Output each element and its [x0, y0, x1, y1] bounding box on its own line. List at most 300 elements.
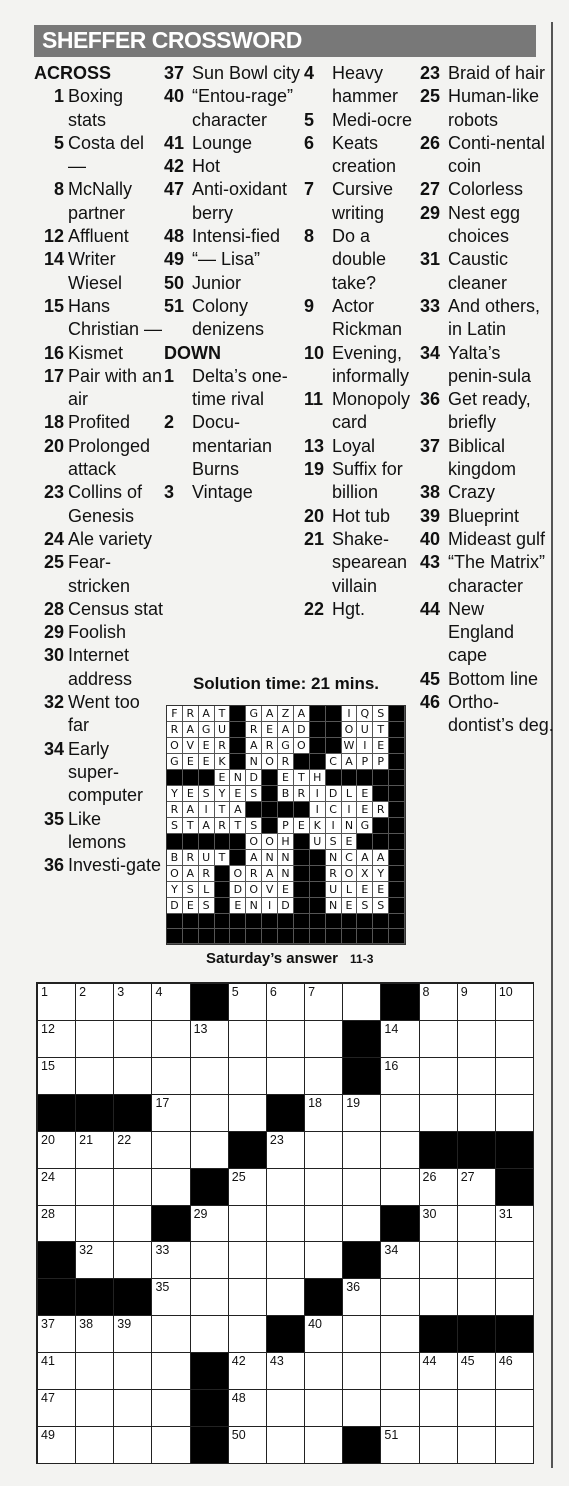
grid-cell[interactable]: [458, 1095, 496, 1132]
clue-text: Shake-spearean villain: [332, 528, 408, 596]
solution-cell: [262, 914, 278, 929]
black-square: [191, 1427, 229, 1464]
grid-cell[interactable]: [38, 1169, 76, 1206]
cell-number: 15: [41, 1058, 55, 1073]
grid-cell[interactable]: [152, 1242, 190, 1279]
grid-cell[interactable]: [305, 1169, 343, 1206]
grid-cell[interactable]: [114, 1021, 152, 1058]
clue-number: 23: [43, 482, 64, 503]
grid-cell[interactable]: [420, 1021, 458, 1058]
grid-cell[interactable]: [381, 1316, 419, 1353]
grid-cell[interactable]: [420, 1427, 458, 1464]
across-clue-1: [34, 85, 164, 132]
solution-cell: [389, 706, 405, 722]
clue-text: Human-like robots: [448, 86, 540, 130]
clue-text: Caustic cleaner: [448, 249, 509, 293]
grid-cell[interactable]: [38, 1206, 76, 1243]
solution-cell: D: [294, 722, 310, 738]
clue-number: 50: [164, 272, 185, 293]
grid-cell[interactable]: [458, 1390, 496, 1427]
grid-cell[interactable]: [267, 1169, 305, 1206]
cell-number: 49: [41, 1428, 55, 1443]
grid-cell[interactable]: [229, 1316, 267, 1353]
grid-cell[interactable]: [229, 1058, 267, 1095]
clue-text: Like lemons: [68, 808, 127, 852]
solution-cell: [199, 914, 215, 929]
grid-cell[interactable]: [343, 1279, 381, 1316]
grid-cell[interactable]: [343, 1353, 381, 1390]
grid-cell[interactable]: [76, 1058, 114, 1095]
solution-cell: P: [373, 754, 389, 770]
clue-number: 28: [43, 598, 64, 619]
solution-cell: [326, 914, 342, 929]
clue-text: Intensi-fied: [192, 226, 281, 247]
grid-cell[interactable]: [381, 1279, 419, 1316]
grid-cell[interactable]: [420, 1169, 458, 1206]
solution-cell: [310, 706, 326, 722]
grid-cell[interactable]: [152, 984, 190, 1021]
solution-cell: K: [310, 818, 326, 834]
black-square: [496, 1316, 534, 1353]
cell-number: 25: [231, 1169, 246, 1184]
solution-cell: [294, 754, 310, 770]
solution-cell: E: [199, 754, 215, 770]
clue-text: Colorless: [448, 179, 524, 200]
grid-cell[interactable]: [152, 1058, 190, 1095]
across-clue-48: [164, 225, 304, 248]
solution-cell: S: [373, 898, 389, 914]
black-square: [458, 1316, 496, 1353]
cell-number: 37: [41, 1317, 55, 1332]
clue-column-3: [304, 62, 422, 621]
grid-cell[interactable]: [420, 1242, 458, 1279]
solution-cell: S: [246, 786, 262, 802]
solution-cell: N: [342, 818, 358, 834]
solution-cell: [342, 929, 358, 944]
grid-cell[interactable]: [458, 1058, 496, 1095]
grid-cell[interactable]: [343, 1095, 381, 1132]
solution-cell: [230, 738, 246, 754]
grid-cell[interactable]: [191, 1279, 229, 1316]
solution-cell: I: [199, 802, 215, 818]
cell-number: 21: [79, 1132, 94, 1147]
solution-cell: [183, 834, 199, 850]
cell-number: 51: [384, 1428, 399, 1443]
down-clue-45: [420, 668, 555, 691]
grid-cell[interactable]: [305, 1390, 343, 1427]
solution-caption-text: Saturday’s answer: [206, 950, 339, 967]
clue-number: 15: [43, 295, 64, 316]
grid-cell[interactable]: [496, 1427, 534, 1464]
grid-cell[interactable]: [267, 1242, 305, 1279]
grid-cell[interactable]: [305, 1021, 343, 1058]
solution-cell: [310, 738, 326, 754]
grid-cell[interactable]: [496, 1390, 534, 1427]
down-clue-3: [164, 481, 304, 504]
solution-cell: N: [230, 770, 246, 786]
grid-cell[interactable]: [152, 1169, 190, 1206]
grid-cell[interactable]: [152, 1390, 190, 1427]
grid-cell[interactable]: [114, 1242, 152, 1279]
solution-cell: [294, 850, 310, 866]
solution-cell: E: [262, 722, 278, 738]
grid-cell[interactable]: [76, 1427, 114, 1464]
grid-cell[interactable]: [191, 1021, 229, 1058]
clue-number: 39: [420, 505, 441, 526]
solution-cell: [326, 722, 342, 738]
grid-cell[interactable]: [38, 1316, 76, 1353]
grid-cell[interactable]: [420, 984, 458, 1021]
cell-number: 3: [117, 985, 125, 999]
down-clue-37: [420, 435, 555, 482]
grid-cell[interactable]: [152, 1427, 190, 1464]
black-square: [343, 1242, 381, 1279]
grid-cell[interactable]: [114, 1169, 152, 1206]
clue-number: 20: [43, 435, 64, 456]
clue-text: Monopoly card: [332, 389, 411, 433]
grid-cell[interactable]: [343, 1390, 381, 1427]
cell-number: 19: [346, 1095, 361, 1110]
grid-cell[interactable]: [229, 1095, 267, 1132]
clue-text: Ale variety: [68, 528, 153, 549]
solution-cell: N: [278, 866, 294, 882]
solution-cell: N: [326, 898, 342, 914]
grid-cell[interactable]: [38, 1021, 76, 1058]
solution-cell: [215, 834, 231, 850]
grid-cell[interactable]: [458, 1169, 496, 1206]
grid-cell[interactable]: [267, 1206, 305, 1243]
grid-cell[interactable]: [381, 1242, 419, 1279]
grid-cell[interactable]: [458, 984, 496, 1021]
grid-cell[interactable]: [305, 1206, 343, 1243]
grid-cell[interactable]: [381, 1427, 419, 1464]
clue-number: 31: [420, 249, 441, 270]
grid-cell[interactable]: [305, 1095, 343, 1132]
clue-column-1: [34, 62, 164, 877]
clue-number: 25: [43, 552, 64, 573]
clue-number: 43: [420, 552, 441, 573]
grid-cell[interactable]: [496, 1279, 534, 1316]
solution-cell: [215, 929, 231, 944]
grid-cell[interactable]: [458, 1427, 496, 1464]
grid-cell[interactable]: [114, 1316, 152, 1353]
grid-cell[interactable]: [229, 1021, 267, 1058]
grid-cell[interactable]: [267, 984, 305, 1021]
grid-cell[interactable]: [420, 1206, 458, 1243]
grid-cell[interactable]: [38, 984, 76, 1021]
grid-cell[interactable]: [191, 1132, 229, 1169]
solution-cell: R: [199, 866, 215, 882]
grid-cell[interactable]: [114, 984, 152, 1021]
grid-cell[interactable]: [458, 1353, 496, 1390]
grid-cell[interactable]: [267, 1427, 305, 1464]
grid-cell[interactable]: [381, 1353, 419, 1390]
grid-cell[interactable]: [229, 1206, 267, 1243]
grid-cell[interactable]: [496, 984, 534, 1021]
solution-cell: A: [294, 706, 310, 722]
grid-cell[interactable]: [305, 1427, 343, 1464]
cell-number: 46: [498, 1354, 513, 1369]
grid-cell[interactable]: [496, 1206, 534, 1243]
grid-cell[interactable]: [229, 1353, 267, 1390]
grid-cell[interactable]: [114, 1353, 152, 1390]
solution-cell: T: [294, 770, 310, 786]
cell-number: 41: [41, 1354, 55, 1369]
down-clue-33: [420, 295, 555, 342]
solution-cell: I: [326, 818, 342, 834]
clue-text: New England cape: [448, 598, 515, 666]
clue-number: 26: [420, 132, 441, 153]
clue-text: Hans Christian —: [68, 295, 163, 340]
cell-number: 38: [79, 1317, 94, 1332]
solution-cell: [342, 914, 358, 929]
clue-text: Evening, informally: [332, 342, 410, 386]
grid-cell[interactable]: [191, 1206, 229, 1243]
clue-text: Get ready, briefly: [448, 389, 531, 433]
cell-number: 20: [41, 1132, 55, 1147]
black-square: [496, 1169, 534, 1206]
black-square: [38, 1095, 76, 1132]
grid-cell[interactable]: [267, 1390, 305, 1427]
grid-cell[interactable]: [305, 1242, 343, 1279]
grid-cell[interactable]: [381, 1095, 419, 1132]
grid-cell[interactable]: [191, 1316, 229, 1353]
solution-cell: [167, 914, 183, 929]
grid-cell[interactable]: [76, 1206, 114, 1243]
black-square: [229, 1132, 267, 1169]
grid-cell[interactable]: [343, 1169, 381, 1206]
grid-cell[interactable]: [267, 1279, 305, 1316]
grid-cell[interactable]: [38, 1390, 76, 1427]
grid-cell[interactable]: [152, 1316, 190, 1353]
across-clue-29: [34, 621, 164, 644]
across-clue-37: [164, 62, 304, 85]
grid-cell[interactable]: [458, 1242, 496, 1279]
across-clue-24: [34, 528, 164, 551]
grid-cell[interactable]: [381, 1390, 419, 1427]
grid-cell[interactable]: [458, 1206, 496, 1243]
grid-cell[interactable]: [496, 1353, 534, 1390]
grid-cell[interactable]: [38, 1353, 76, 1390]
grid-cell[interactable]: [152, 1279, 190, 1316]
solution-cell: [278, 802, 294, 818]
down-clue-2: [164, 411, 304, 481]
clue-number: 7: [304, 179, 315, 200]
across-clue-28: [34, 598, 164, 621]
grid-cell[interactable]: [114, 1058, 152, 1095]
grid-cell[interactable]: [76, 1390, 114, 1427]
grid-cell[interactable]: [267, 1353, 305, 1390]
grid-cell[interactable]: [381, 1021, 419, 1058]
puzzle-title: SHEFFER CROSSWORD: [42, 27, 302, 53]
grid-cell[interactable]: [229, 1390, 267, 1427]
cell-number: 4: [155, 985, 163, 999]
grid-cell[interactable]: [152, 1132, 190, 1169]
solution-cell: R: [278, 754, 294, 770]
grid-cell[interactable]: [305, 984, 343, 1021]
grid-cell[interactable]: [38, 1132, 76, 1169]
grid-cell[interactable]: [114, 1206, 152, 1243]
grid-cell[interactable]: [343, 1206, 381, 1243]
clue-number: 10: [304, 342, 325, 363]
solution-cell: A: [199, 818, 215, 834]
clue-text: Costa del —: [68, 132, 145, 177]
grid-cell[interactable]: [76, 1316, 114, 1353]
clue-column-2: [164, 62, 304, 505]
grid-cell[interactable]: [191, 1242, 229, 1279]
solution-cell: [215, 898, 231, 914]
grid-cell[interactable]: [458, 1279, 496, 1316]
clue-text: Hot: [192, 156, 221, 177]
grid-cell[interactable]: [420, 1279, 458, 1316]
grid-cell[interactable]: [420, 1390, 458, 1427]
clue-text: Kismet: [68, 342, 124, 363]
grid-cell[interactable]: [114, 1427, 152, 1464]
clue-number: 3: [164, 482, 175, 503]
grid-cell[interactable]: [343, 1132, 381, 1169]
solution-cell: [310, 882, 326, 898]
clue-text: Delta’s one-time rival: [192, 365, 288, 410]
grid-cell[interactable]: [76, 1132, 114, 1169]
solution-cell: N: [278, 850, 294, 866]
solution-cell: W: [342, 738, 358, 754]
grid-cell[interactable]: [114, 1132, 152, 1169]
cell-number: 31: [498, 1206, 513, 1221]
down-clue-39: [420, 505, 555, 528]
solution-cell: S: [199, 786, 215, 802]
cell-number: 39: [117, 1317, 132, 1332]
grid-cell[interactable]: [152, 1353, 190, 1390]
down-clue-44: [420, 598, 555, 668]
solution-cell: A: [342, 754, 358, 770]
clue-text: Bottom line: [448, 668, 539, 689]
grid-cell[interactable]: [229, 1427, 267, 1464]
solution-cell: H: [310, 770, 326, 786]
solution-cell: R: [183, 850, 199, 866]
grid-cell[interactable]: [76, 984, 114, 1021]
grid-cell[interactable]: [420, 1058, 458, 1095]
grid-cell[interactable]: [191, 1095, 229, 1132]
grid-cell[interactable]: [229, 984, 267, 1021]
grid-cell[interactable]: [191, 1058, 229, 1095]
solution-cell: [357, 929, 373, 944]
down-clue-5: [304, 109, 422, 132]
across-clue-17: [34, 365, 164, 412]
solution-cell: B: [167, 850, 183, 866]
grid-cell[interactable]: [343, 1316, 381, 1353]
grid-cell[interactable]: [267, 1058, 305, 1095]
down-clue-7: [304, 178, 422, 225]
clue-number: 17: [43, 365, 64, 386]
grid-cell[interactable]: [152, 1021, 190, 1058]
grid-cell[interactable]: [496, 1058, 534, 1095]
puzzle-grid[interactable]: [36, 982, 534, 1464]
grid-cell[interactable]: [152, 1095, 190, 1132]
solution-cell: [262, 929, 278, 944]
solution-cell: T: [215, 706, 231, 722]
solution-cell: R: [326, 866, 342, 882]
clue-number: 41: [164, 132, 185, 153]
grid-cell[interactable]: [76, 1353, 114, 1390]
black-square: [496, 1132, 534, 1169]
cell-number: 12: [41, 1021, 55, 1036]
grid-cell[interactable]: [305, 1132, 343, 1169]
grid-cell[interactable]: [229, 1242, 267, 1279]
solution-cell: [310, 850, 326, 866]
across-clue-30: [34, 644, 164, 691]
grid-cell[interactable]: [420, 1095, 458, 1132]
solution-cell: E: [183, 898, 199, 914]
solution-cell: [310, 914, 326, 929]
grid-cell[interactable]: [229, 1169, 267, 1206]
grid-cell[interactable]: [496, 1021, 534, 1058]
solution-cell: V: [262, 882, 278, 898]
grid-cell[interactable]: [76, 1021, 114, 1058]
black-square: [38, 1279, 76, 1316]
grid-cell[interactable]: [229, 1279, 267, 1316]
grid-cell[interactable]: [38, 1427, 76, 1464]
clue-number: 35: [43, 808, 64, 829]
solution-cell: [389, 914, 405, 929]
grid-cell[interactable]: [76, 1169, 114, 1206]
clue-text: Went too far: [68, 692, 140, 736]
solution-cell: [246, 802, 262, 818]
solution-cell: [326, 929, 342, 944]
clue-number: 25: [420, 86, 441, 107]
solution-cell: I: [342, 706, 358, 722]
cell-number: 50: [231, 1428, 246, 1443]
grid-cell[interactable]: [305, 1316, 343, 1353]
solution-cell: O: [230, 866, 246, 882]
grid-cell[interactable]: [496, 1095, 534, 1132]
grid-cell[interactable]: [114, 1390, 152, 1427]
solution-cell: H: [278, 834, 294, 850]
solution-cell: [389, 866, 405, 882]
solution-cell: [294, 914, 310, 929]
cell-number: 42: [231, 1354, 246, 1369]
clue-text: Nest egg choices: [448, 202, 521, 247]
grid-cell[interactable]: [76, 1242, 114, 1279]
grid-cell[interactable]: [496, 1242, 534, 1279]
solution-cell: A: [357, 850, 373, 866]
grid-cell[interactable]: [420, 1353, 458, 1390]
grid-cell[interactable]: [381, 1058, 419, 1095]
grid-cell[interactable]: [305, 1353, 343, 1390]
cell-number: 2: [79, 985, 87, 999]
down-clue-40: [420, 528, 555, 551]
clue-number: 6: [304, 132, 315, 153]
clue-number: 14: [43, 249, 64, 270]
grid-cell[interactable]: [38, 1058, 76, 1095]
across-clue-49: [164, 248, 304, 271]
grid-cell[interactable]: [305, 1058, 343, 1095]
grid-cell[interactable]: [458, 1021, 496, 1058]
down-clue-26: [420, 132, 555, 179]
black-square: [343, 1021, 381, 1058]
solution-cell: N: [326, 850, 342, 866]
grid-cell[interactable]: [267, 1132, 305, 1169]
solution-cell: [310, 929, 326, 944]
solution-cell: P: [278, 818, 294, 834]
clue-text: Blueprint: [448, 505, 520, 526]
grid-cell[interactable]: [343, 984, 381, 1021]
grid-cell[interactable]: [381, 1169, 419, 1206]
grid-cell[interactable]: [381, 1132, 419, 1169]
grid-cell[interactable]: [267, 1021, 305, 1058]
across-clue-35: [34, 808, 164, 855]
down-clue-11: [304, 388, 422, 435]
solution-cell: N: [246, 754, 262, 770]
